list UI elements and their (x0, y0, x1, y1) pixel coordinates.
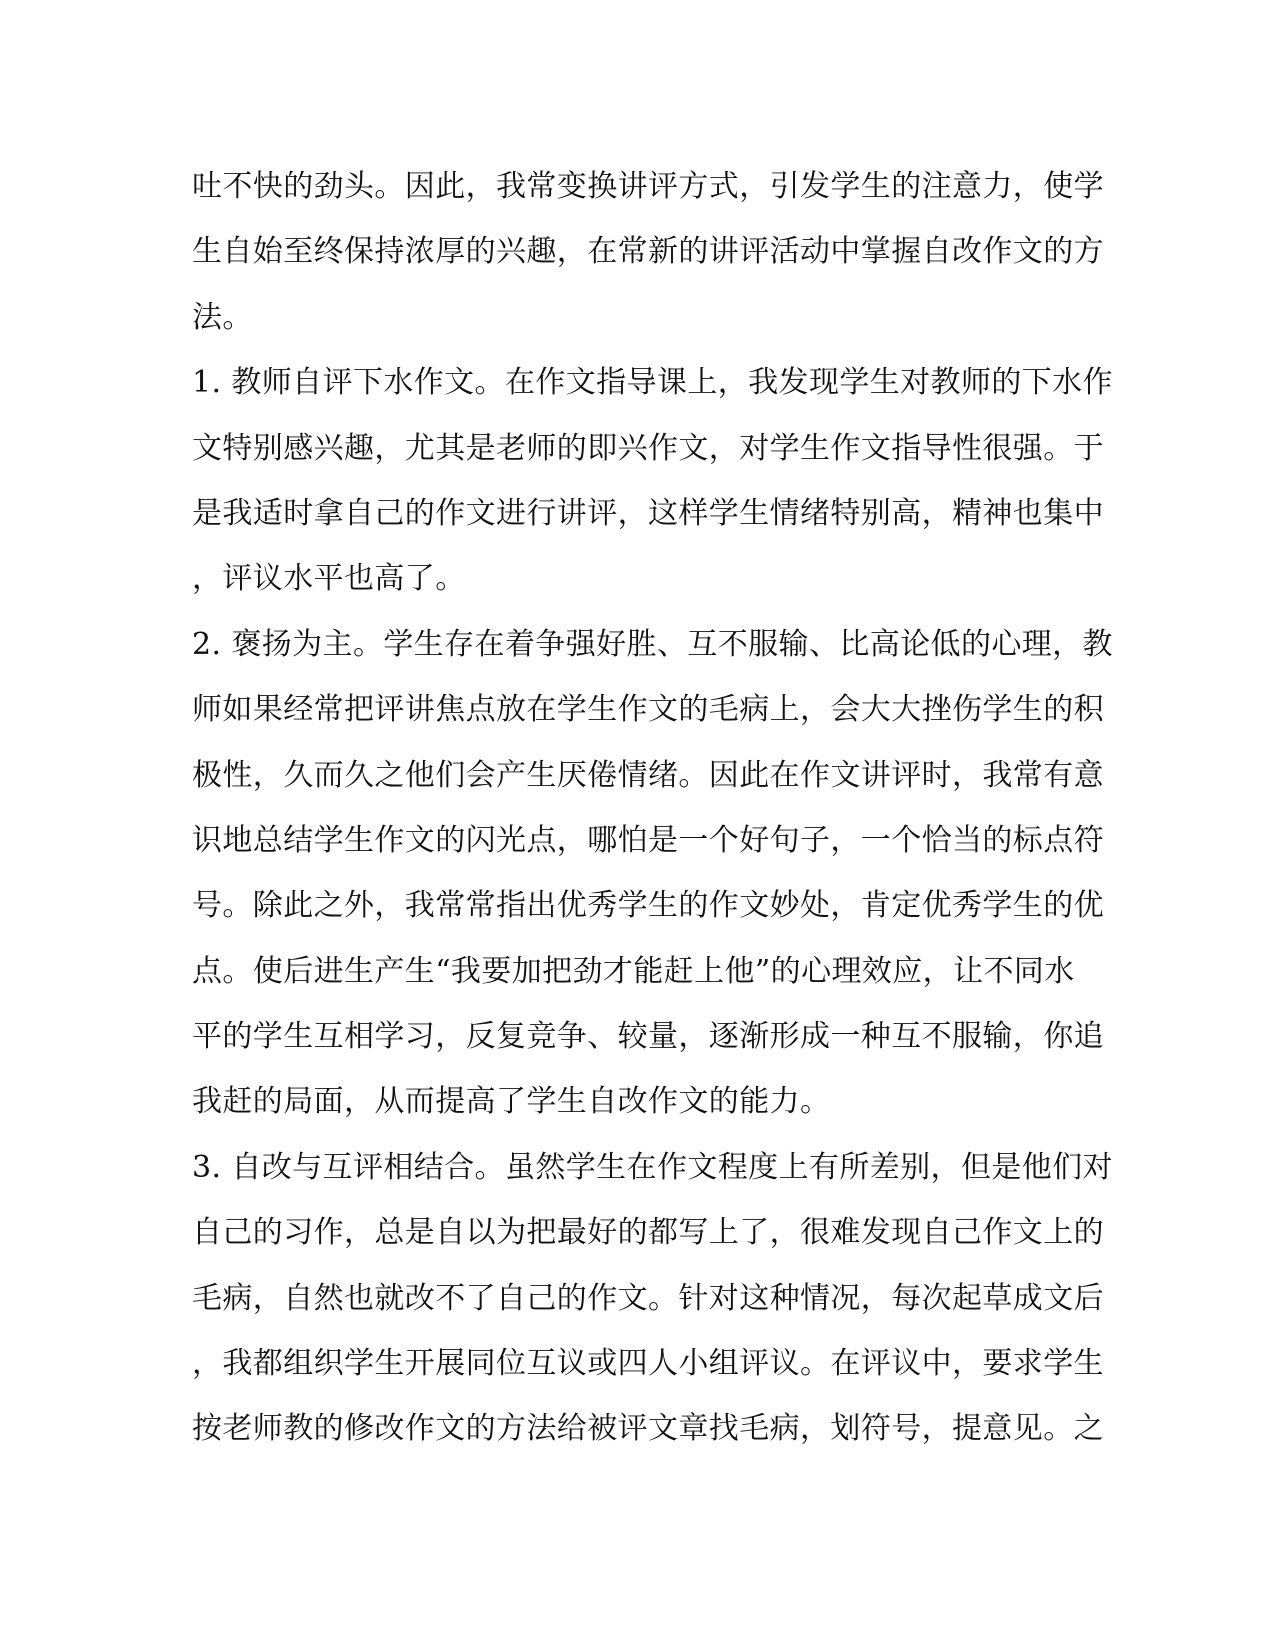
text-line: 极性，久而久之他们会产生厌倦情绪。因此在作文讲评时，我常有意 (192, 757, 1104, 793)
text-line: 生自始至终保持浓厚的兴趣，在常新的讲评活动中掌握自改作文的方 (192, 234, 1104, 270)
text-line: 法。 (192, 299, 253, 335)
text-line: 点。使后进生产生“我要加把劲才能赶上他”的心理效应，让不同水 (192, 953, 1075, 989)
text-line: ，评议水平也高了。 (192, 561, 466, 597)
text-line: 平的学生互相学习，反复竞争、较量，逐渐形成一种互不服输，你追 (192, 1019, 1104, 1055)
text-line: 自己的习作，总是自以为把最好的都写上了，很难发现自己作文上的 (192, 1215, 1104, 1251)
text-line: 2. 褒扬为主。学生存在着争强好胜、互不服输、比高论低的心理，教 (192, 626, 1113, 662)
text-line: 吐不快的劲头。因此，我常变换讲评方式，引发学生的注意力，使学 (192, 169, 1104, 204)
text-line: 1. 教师自评下水作文。在作文指导课上，我发现学生对教师的下水作 (192, 365, 1113, 401)
text-line: 文特别感兴趣，尤其是老师的即兴作文，对学生作文指导性很强。于 (192, 430, 1104, 466)
text-line: 是我适时拿自己的作文进行讲评，这样学生情绪特别高，精神也集中 (192, 495, 1104, 531)
text-line: 师如果经常把评讲焦点放在学生作文的毛病上，会大大挫伤学生的积 (192, 692, 1104, 728)
text-line: 按老师教的修改作文的方法给被评文章找毛病，划符号，提意见。之 (192, 1411, 1104, 1447)
text-line: 毛病，自然也就改不了自己的作文。针对这种情况，每次起草成文后 (192, 1280, 1104, 1316)
text-line: 3. 自改与互评相结合。虽然学生在作文程度上有所差别，但是他们对 (192, 1149, 1113, 1185)
text-line: 我赶的局面，从而提高了学生自改作文的能力。 (192, 1084, 831, 1120)
body-text (192, 154, 1113, 1462)
text-line: 号。除此之外，我常常指出优秀学生的作文妙处，肯定优秀学生的优 (192, 888, 1104, 924)
text-line: 识地总结学生作文的闪光点，哪怕是一个好句子，一个恰当的标点符 (192, 822, 1104, 858)
text-line: ，我都组织学生开展同位互议或四人小组评议。在评议中，要求学生 (192, 1346, 1104, 1382)
